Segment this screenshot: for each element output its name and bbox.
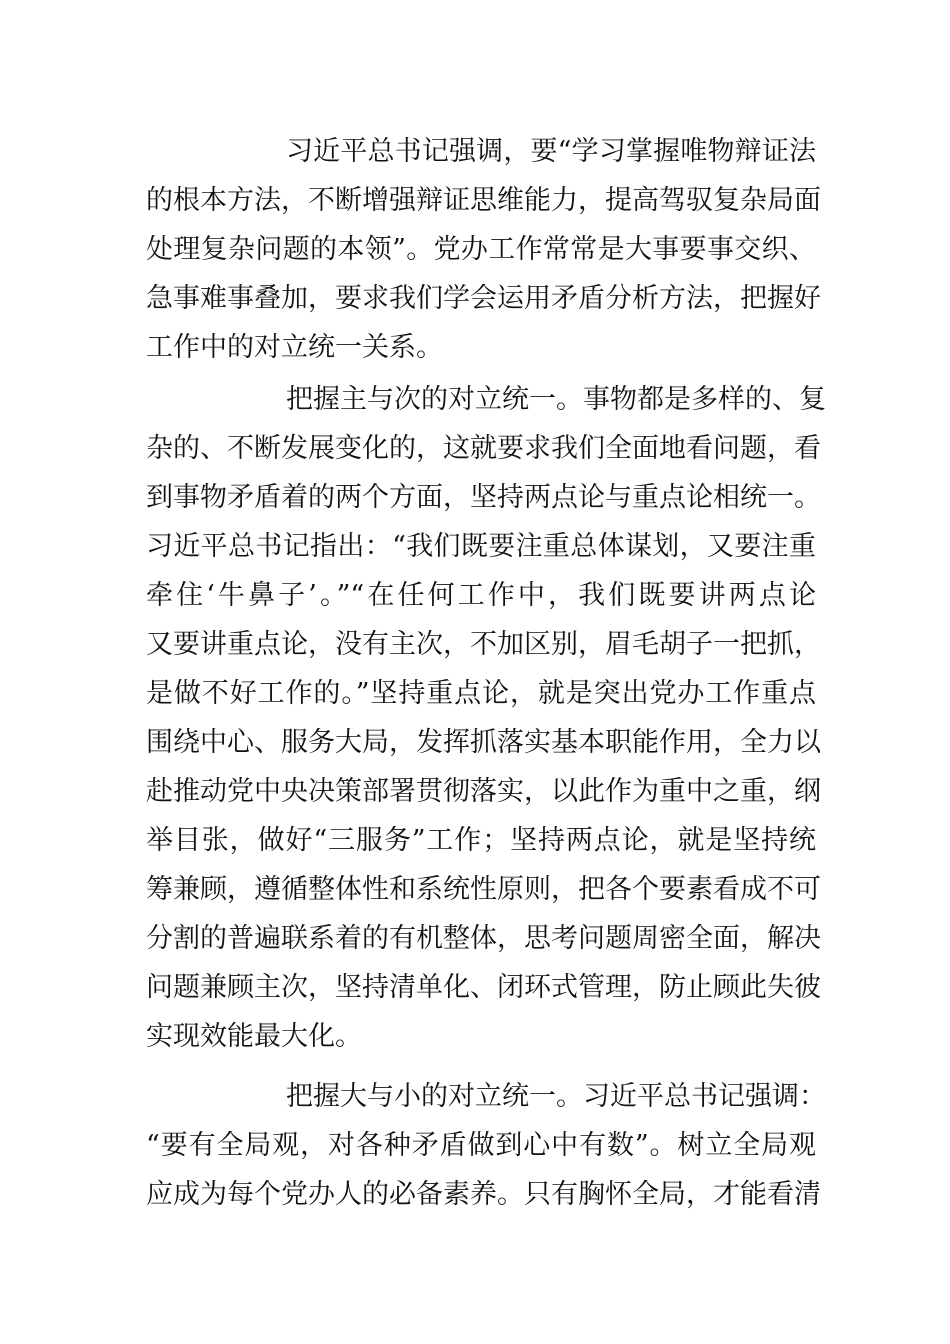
text-line: 处理复杂问题的本领”。党办工作常常是大事要事交织、 — [146, 234, 816, 265]
text-line: 应成为每个党办人的必备素养。只有胸怀全局，才能看清 — [146, 1179, 821, 1210]
text-line: 杂的、不断发展变化的，这就要求我们全面地看问题，看 — [146, 433, 821, 464]
text-line: “要有全局观，对各种矛盾做到心中有数”。树立全局观 — [146, 1130, 816, 1161]
text-line: 把握主与次的对立统一。事物都是多样的、复 — [286, 384, 826, 415]
text-line: 举目张，做好“三服务”工作；坚持两点论，就是坚持统 — [146, 825, 816, 856]
text-line: 到事物矛盾着的两个方面，坚持两点论与重点论相统一。 — [146, 482, 821, 513]
text-line: 问题兼顾主次，坚持清单化、闭环式管理，防止顾此失彼 — [146, 972, 821, 1003]
text-line: 急事难事叠加，要求我们学会运用矛盾分析方法，把握好 — [146, 283, 821, 314]
text-line: 实现效能最大化。 — [146, 1021, 362, 1052]
paragraph-2 — [146, 375, 826, 1061]
text-line: 筹兼顾，遵循整体性和系统性原则，把各个要素看成不可 — [146, 874, 821, 905]
text-line: 是做不好工作的。”坚持重点论，就是突出党办工作重点 — [146, 678, 816, 709]
text-line: 赴推动党中央决策部署贯彻落实，以此作为重中之重，纲 — [146, 776, 821, 807]
text-line: 又要讲重点论，没有主次，不加区别，眉毛胡子一把抓， — [146, 629, 821, 660]
paragraph-3 — [146, 1072, 826, 1219]
text-line: 分割的普遍联系着的有机整体，思考问题周密全面，解决 — [146, 923, 821, 954]
text-line: 的根本方法，不断增强辩证思维能力，提高驾驭复杂局面 — [146, 185, 821, 216]
text-line: 牵住‘牛鼻子’。”“在任何工作中，我们既要讲两点论 — [146, 580, 816, 611]
text-line: 习近平总书记强调，要“学习掌握唯物辩证法 — [286, 136, 816, 167]
text-line: 工作中的对立统一关系。 — [146, 332, 443, 363]
text-line: 围绕中心、服务大局，发挥抓落实基本职能作用，全力以 — [146, 727, 821, 758]
text-line: 习近平总书记指出：“我们既要注重总体谋划，又要注重 — [146, 531, 816, 562]
text-line: 把握大与小的对立统一。习近平总书记强调： — [286, 1081, 826, 1112]
paragraph-1 — [146, 127, 821, 372]
